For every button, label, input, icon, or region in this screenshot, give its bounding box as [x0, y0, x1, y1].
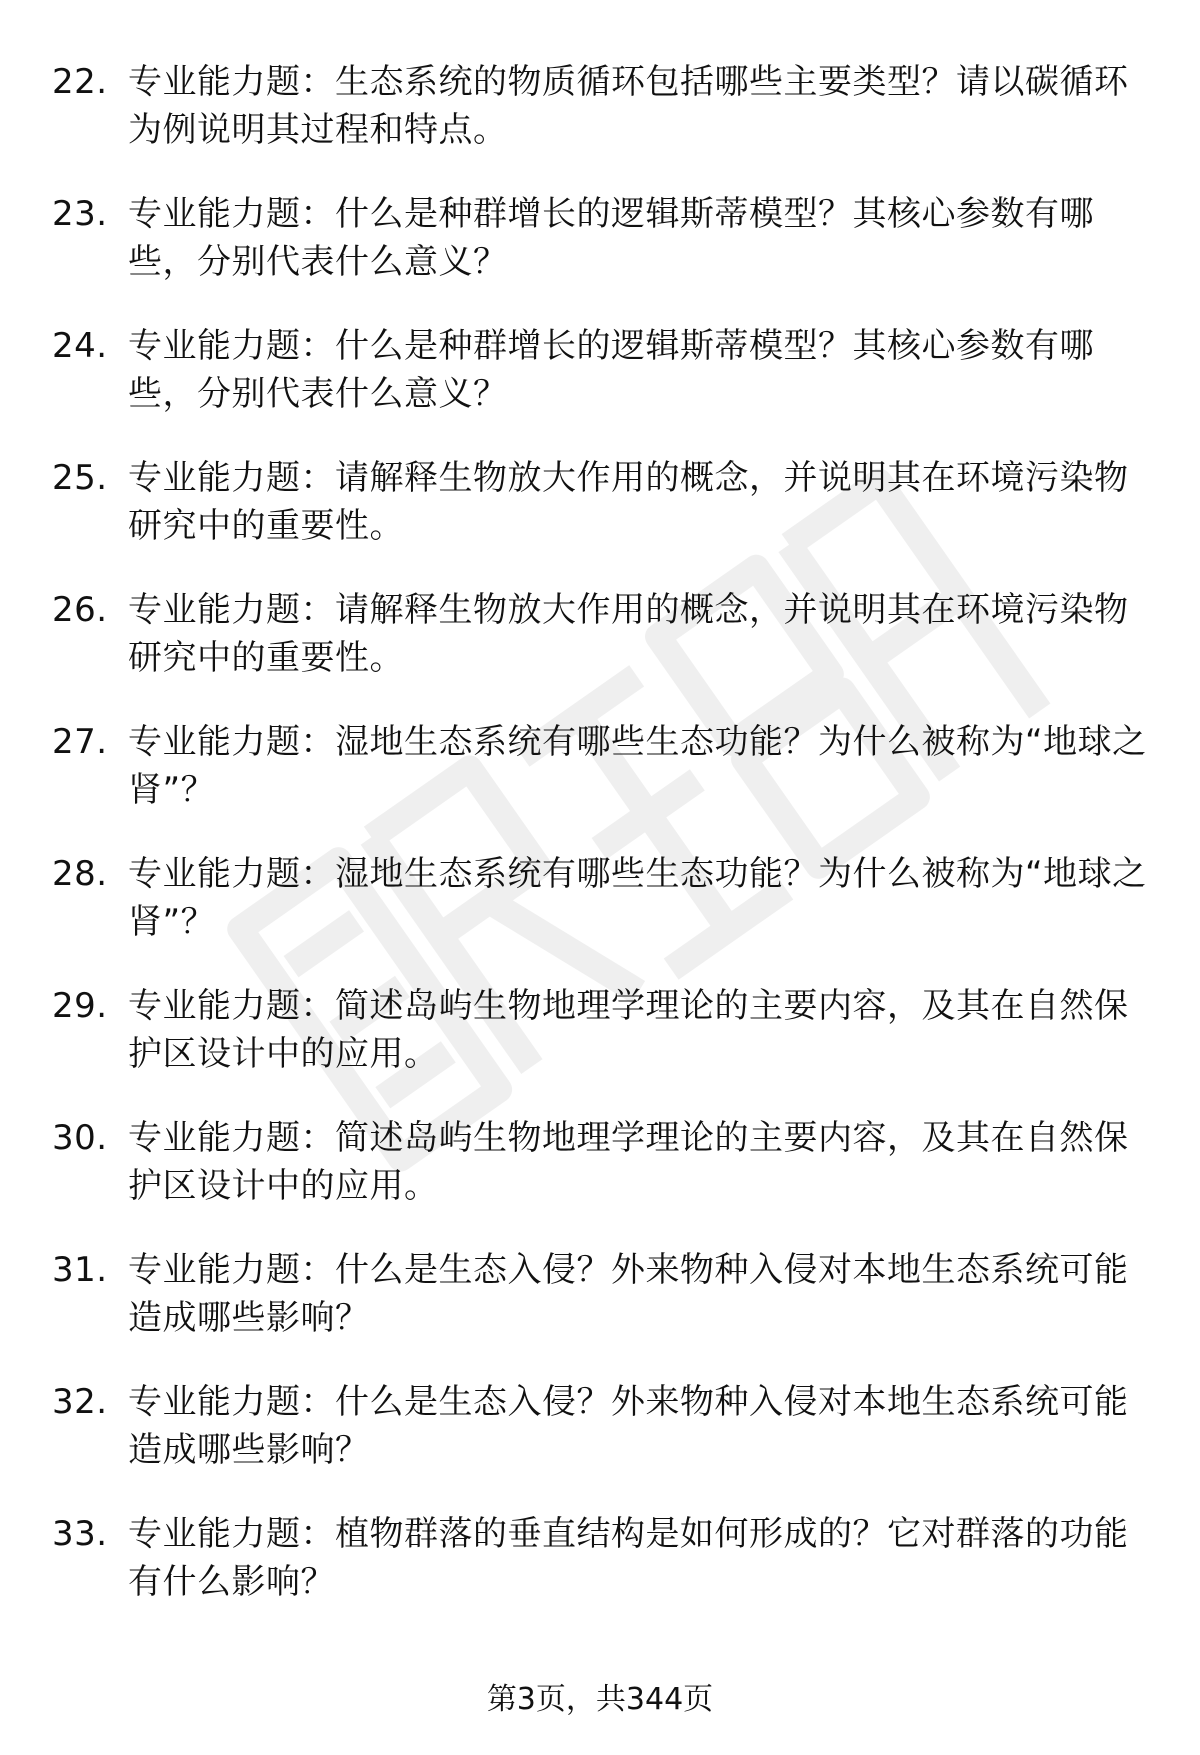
- question-list: [52, 58, 1152, 1642]
- question-number: 30.: [52, 1118, 108, 1158]
- question-number: 24.: [52, 326, 108, 366]
- question-item-33: [52, 1510, 1152, 1642]
- question-item-28: [52, 850, 1152, 982]
- question-item-22: [52, 58, 1152, 190]
- question-text: 专业能力题：湿地生态系统有哪些生态功能？为什么被称为“地球之肾”？: [128, 854, 1147, 942]
- question-number: 28.: [52, 854, 108, 894]
- question-item-26: [52, 586, 1152, 718]
- question-item-27: [52, 718, 1152, 850]
- question-item-25: [52, 454, 1152, 586]
- question-text: 专业能力题：什么是生态入侵？外来物种入侵对本地生态系统可能造成哪些影响？: [128, 1250, 1129, 1338]
- question-text: 专业能力题：生态系统的物质循环包括哪些主要类型？请以碳循环为例说明其过程和特点。: [128, 62, 1129, 150]
- question-text: 专业能力题：简述岛屿生物地理学理论的主要内容，及其在自然保护区设计中的应用。: [128, 986, 1129, 1074]
- question-text: 专业能力题：请解释生物放大作用的概念，并说明其在环境污染物研究中的重要性。: [128, 458, 1129, 546]
- question-item-31: [52, 1246, 1152, 1378]
- question-text: 专业能力题：植物群落的垂直结构是如何形成的？它对群落的功能有什么影响？: [128, 1514, 1129, 1602]
- question-item-23: [52, 190, 1152, 322]
- question-number: 29.: [52, 986, 108, 1026]
- question-item-32: [52, 1378, 1152, 1510]
- question-text: 专业能力题：请解释生物放大作用的概念，并说明其在环境污染物研究中的重要性。: [128, 590, 1129, 678]
- question-text: 专业能力题：什么是生态入侵？外来物种入侵对本地生态系统可能造成哪些影响？: [128, 1382, 1129, 1470]
- question-text: 专业能力题：什么是种群增长的逻辑斯蒂模型？其核心参数有哪些，分别代表什么意义？: [128, 326, 1094, 414]
- question-number: 31.: [52, 1250, 108, 1290]
- question-number: 32.: [52, 1382, 108, 1422]
- question-number: 22.: [52, 62, 108, 102]
- question-number: 33.: [52, 1514, 108, 1554]
- question-item-29: [52, 982, 1152, 1114]
- question-number: 27.: [52, 722, 108, 762]
- question-number: 25.: [52, 458, 108, 498]
- question-text: 专业能力题：简述岛屿生物地理学理论的主要内容，及其在自然保护区设计中的应用。: [128, 1118, 1129, 1206]
- question-item-30: [52, 1114, 1152, 1246]
- page-number-footer: 第3页，共344页: [486, 1682, 714, 1717]
- question-text: 专业能力题：什么是种群增长的逻辑斯蒂模型？其核心参数有哪些，分别代表什么意义？: [128, 194, 1094, 282]
- question-number: 26.: [52, 590, 108, 630]
- question-text: 专业能力题：湿地生态系统有哪些生态功能？为什么被称为“地球之肾”？: [128, 722, 1147, 810]
- question-item-24: [52, 322, 1152, 454]
- question-number: 23.: [52, 194, 108, 234]
